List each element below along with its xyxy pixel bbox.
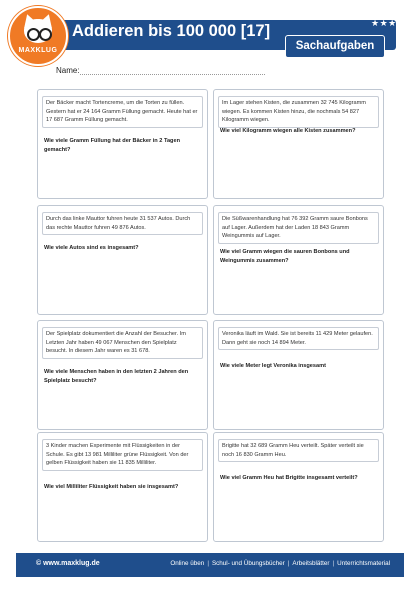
footer-link-material[interactable]: Unterrichtsmaterial	[337, 560, 390, 567]
name-label: Name:	[56, 66, 80, 75]
task-story: Durch das linke Mauttor fuhren heute 31 537 Autos. Durch das rechte Mauttor fuhren 49 876 Autos.	[42, 212, 203, 235]
task-card	[213, 205, 384, 315]
task-card	[37, 320, 208, 430]
footer-copyright[interactable]: © www.maxklug.de	[36, 560, 100, 567]
footer-separator: |	[287, 560, 290, 567]
task-question: Wie viel Gramm wiegen die sauren Bonbons und Weingummis zusammen?	[220, 249, 350, 264]
task-story: Im Lager stehen Kisten, die zusammen 32 745 Kilogramm wiegen. Es kommen Kisten hinzu, die nochmals 54 827 Kilogramm wiegen.	[218, 96, 379, 128]
footer-links	[170, 560, 390, 567]
task-question: Wie viel Kilogramm wiegen alle Kisten zusammen?	[220, 128, 356, 134]
category-badge: Sachaufgaben	[285, 35, 385, 58]
task-question: Wie viel Gramm Heu hat Brigitte insgesamt verteilt?	[220, 475, 358, 481]
maxklug-logo	[8, 6, 68, 66]
footer-separator: |	[332, 560, 335, 567]
name-field[interactable]	[80, 74, 265, 75]
task-card	[37, 89, 208, 199]
footer-separator: |	[207, 560, 209, 567]
footer-bar	[16, 553, 404, 577]
task-story: Brigitte hat 32 689 Gramm Heu verteilt. Später verteilt sie noch 16 830 Gramm Heu.	[218, 439, 379, 462]
task-card	[37, 432, 208, 542]
task-question: Wie viele Autos sind es insgesamt?	[44, 245, 139, 251]
task-card	[37, 205, 208, 315]
footer-link-online[interactable]: Online üben	[170, 560, 205, 567]
task-story: Veronika läuft im Wald. Sie ist bereits 11 429 Meter gelaufen. Dann geht sie noch 14 894 Meter.	[218, 327, 379, 350]
logo-text: MAXKLUG	[18, 47, 58, 54]
page-title: Addieren bis 100 000 [17]	[72, 22, 271, 40]
task-card	[213, 89, 384, 199]
task-card	[213, 320, 384, 430]
task-question: Wie viele Meter legt Veronika insgesamt	[220, 363, 326, 369]
task-story: Der Bäcker macht Tortencreme, um die Torten zu füllen. Gestern hat er 24 164 Gramm Füllung gemacht. Heute hat er 17 687 Gramm Füllung gemacht.	[42, 96, 203, 128]
task-story: 3 Kinder machen Experimente mit Flüssigkeiten in der Schule. Es gibt 13 981 Milliliter grüne Flüssigkeit. Von der gelben Flüssigkeit haben sie 11 835 Milliliter.	[42, 439, 203, 471]
task-question: Wie viele Gramm Füllung hat der Bäcker in 2 Tagen gemacht?	[44, 138, 180, 153]
task-card	[213, 432, 384, 542]
footer-link-worksheets[interactable]: Arbeitsblätter	[292, 560, 330, 567]
glasses-icon	[39, 28, 52, 41]
difficulty-stars: ★★★	[371, 18, 397, 28]
footer-link-books[interactable]: Schul- und Übungsbücher	[211, 560, 285, 567]
task-story: Die Süßwarenhandlung hat 76 392 Gramm saure Bonbons auf Lager. Außerdem hat der Laden 18 843 Gramm Weingummis auf Lager.	[218, 212, 379, 244]
task-question: Wie viele Menschen haben in den letzten 2 Jahren den Spielplatz besucht?	[44, 369, 189, 384]
task-question: Wie viel Milliliter Flüssigkeit haben sie insgesamt?	[44, 484, 179, 490]
task-story: Der Spielplatz dokumentiert die Anzahl der Besucher. Im Letzten Jahr haben 49 067 Menschen den Spielplatz besucht. In diesem Jahr waren es 31 678.	[42, 327, 203, 359]
